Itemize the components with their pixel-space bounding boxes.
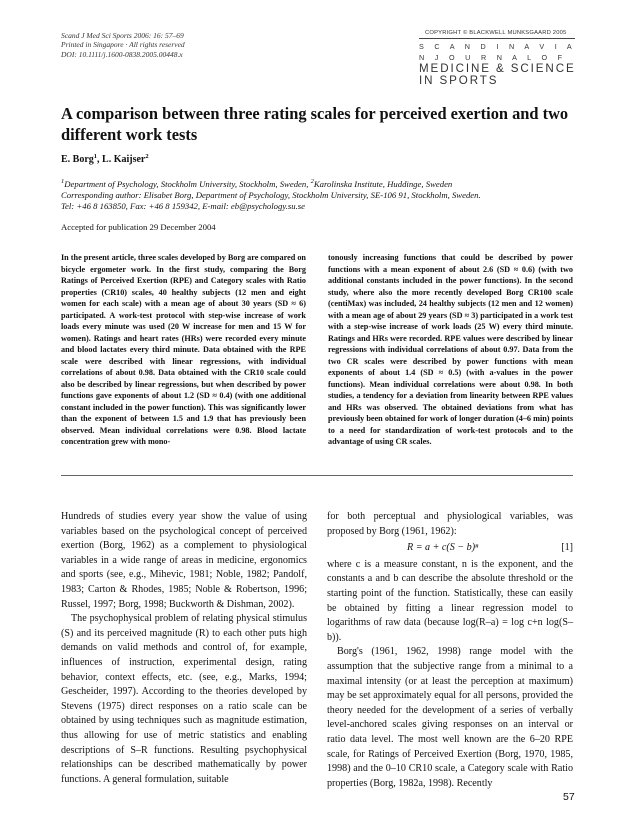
author-separator: , [97, 154, 103, 165]
affiliation-line [61, 179, 591, 190]
body-column-left [61, 510, 307, 787]
paragraph: where c is a measure constant, n is the exponent, and the constants a and b can describe the absolute threshold or the starting point of the function. Statistically, these can easily be obtained by fitting a linear regression model to logarithms of raw data (because log(R–a) = log c+n log(S–b)). [327, 558, 573, 643]
page-number: 57 [563, 791, 575, 803]
abstract-left: In the present article, three scales developed by Borg are compared on bicycle ergometer work. In the first study, comparing the Borg Ratings of Perceived Exertion (RPE) and Category scales with Ratio properties (CR10) scales, 40 healthy subjects (12 men and eight women for each scale) with a mean age of about 30 years (SD ≈ 6) participated. A work-test protocol with step-wise increase of work loads every minute was used (20 W increase for men and 15 W for women). Ratings and heart rates (HRs) were recorded every minute and blood lactates every third minute. Data obtained with the RPE scale were described with linear regressions, with individual correlations of about 0.98. Data obtained with the CR10 scale could also be described by linear regressions, but when described by power functions gave exponents of about 1.2 (SD ≈ 0.4) (with one additional constant included in the power function). This was significantly lower than the exponent of between 1.5 and 1.9 that has previously been observed. Mean individual correlations were 0.98. Blood lactate concentration grew with mono- [61, 253, 306, 446]
affiliation-text: Department of Psychology, Stockholm University, Stockholm, Sweden, [64, 179, 311, 189]
equation: R = a + c(S − b)ⁿ [407, 542, 479, 554]
accepted-date: Accepted for publication 29 December 2004 [61, 222, 216, 232]
author-affil-mark: 2 [145, 153, 149, 160]
paragraph: for both perceptual and physiological variables, was proposed by Borg (1961, 1962): [327, 511, 573, 537]
equation-1 [327, 541, 573, 556]
affiliation-text: Karolinska Institute, Huddinge, Sweden [313, 179, 453, 189]
author-name: L. Kaijser [102, 154, 146, 165]
contact-info: Tel: +46 8 163850, Fax: +46 8 159342, E-mail: eb@psychology.su.se [61, 201, 306, 212]
affil-mark: 2 [310, 178, 314, 185]
journal-line-3: IN SPORTS [419, 74, 499, 87]
equation-number: [1] [561, 542, 573, 554]
citation-block [61, 31, 185, 59]
doi-line: DOI: 10.1111/j.1600-0838.2005.00448.x [61, 49, 183, 59]
author-list [61, 154, 149, 165]
body-column-right [327, 510, 573, 791]
abstract-divider [61, 475, 573, 476]
journal-line-2: MEDICINE & SCIENCE [419, 62, 576, 75]
header-rule [419, 38, 575, 39]
article-title: A comparison between three rating scales for perceived exertion and two different work tests [61, 104, 569, 144]
author-affil-mark: 1 [93, 153, 98, 160]
abstract-right: tonously increasing functions that could be described by power functions with a mean exponent of about 2.6 (SD ≈ 0.6) (with two additional constants included in the power functions). In the second study, where also the more recently developed Borg CR100 scale (centiMax) was included, 24 healthy subjects (12 men and 12 women) with a mean age of about 29 years (SD ≈ 3) participated in a work test with a step-wise increase of work loads (25 W) every third minute. Ratings and HRs were recorded. RPE values were described by linear regressions with individual correlations of about 0.97. Data from the two CR scales were described by power functions with mean exponents of about 1.4 (SD ≈ 0.5) (with a-values in the power functions). Mean individual correlations were about 0.98. In both studies, a tendency for a deviation from linearity between RPE values and HRs was observed. The obtained deviations from what has previously been obtained for work of longer duration (4–6 min) points to a need for standardization of work-test protocols and to the advantage of using CR scales. [328, 253, 573, 446]
affil-mark: 1 [61, 178, 65, 185]
paragraph: Hundreds of studies every year show the value of using variables based on the psychological concept of perceived exertion (Borg, 1962) as a complement to physiological variables in a wide range of areas in medicine, ergonomics and sports (see, e.g., Mihevic, 1981; Noble, 1982; Pandolf, 1983; Carton & Rhodes, 1985; Noble & Robertson, 1996; Russel, 1997; Borg, 1998; Buckworth & Dishman, 2002). [61, 511, 307, 610]
journal-logo [419, 41, 579, 87]
citation-line: Scand J Med Sci Sports 2006: 16: 57–69 [61, 31, 184, 40]
corresponding-author: Corresponding author: Elisabet Borg, Department of Psychology, Stockholm University, SE-106 91, Stockholm, Sweden. [61, 190, 481, 201]
paragraph: Borg's (1961, 1962, 1998) range model with the assumption that the subjective range from a minimal to a maximal intensity (or at least the perception at maximum) may be set approximately equal for all persons, provided the theory needed for the development of a series of verbally level-anchored scales giving responses on an interval or ratio data level. The most well known are the 6–20 RPE scale, for Ratings of Perceived Exertion (Borg, 1970, 1985, 1998) and the 0–10 CR10 scale, a Category scale with Ratio properties (Borg, 1982a, 1998). Recently [327, 646, 573, 789]
affiliations [61, 179, 591, 213]
copyright-notice: COPYRIGHT © BLACKWELL MUNKSGAARD 2005 [425, 30, 567, 36]
paragraph: The psychophysical problem of relating physical stimulus (S) and its perceived magnitude (R) to each other puts high demands on valid methods and control of, for example, influences of instruction, experimental design, rating behavior, context effects, etc. (see, e.g., Marks, 1994; Gescheider, 1997). According to the theories developed by Stevens (1975) direct responses on a ratio scale can be obtained by using techniques such as magnitude estimation, thus allowing for use of metric statistics and enabling descriptions of S–R functions. Resulting psychophysical relationships can be described mathematically by power functions. A general formulation, suitable [61, 613, 307, 785]
author-name: E. Borg [61, 154, 94, 165]
journal-line-1: S C A N D I N A V I A N J O U R N A L O F [419, 42, 576, 62]
citation-line: Printed in Singapore · All rights reserved [61, 40, 185, 50]
